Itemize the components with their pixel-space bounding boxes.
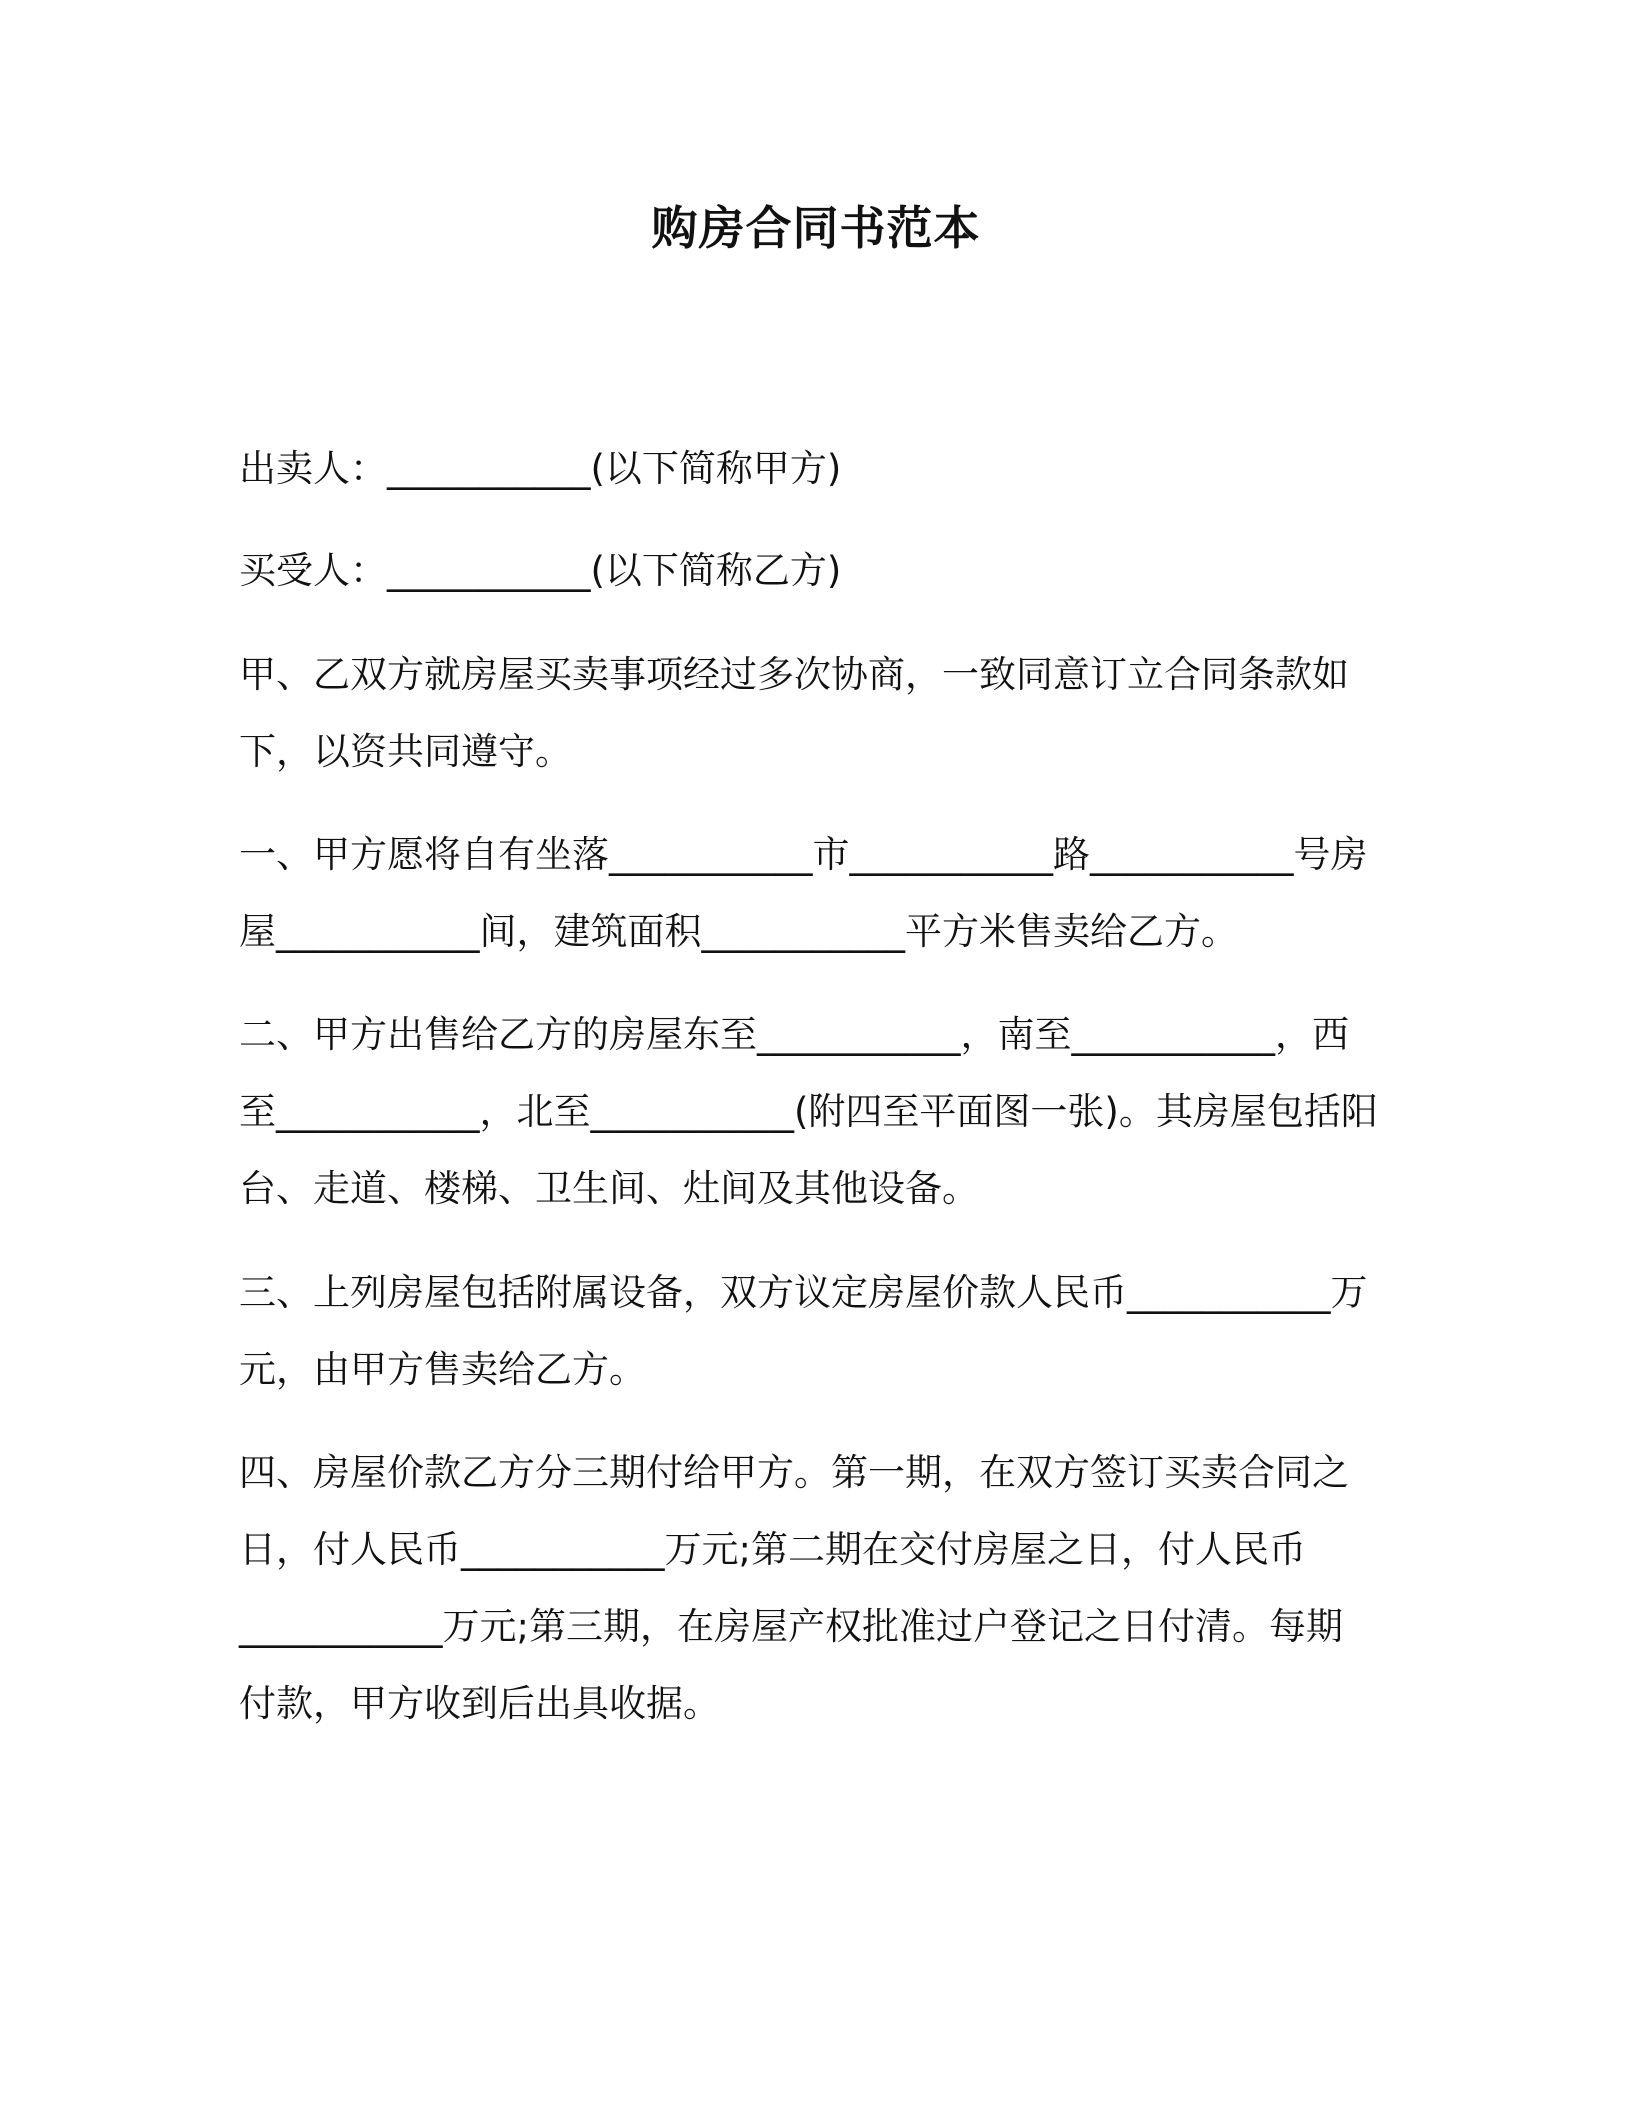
preamble-paragraph: 甲、乙双方就房屋买卖事项经过多次协商，一致同意订立合同条款如下，以资共同遵守。	[239, 653, 1349, 773]
document-title: 购房合同书范本	[651, 201, 981, 255]
seller-line: 出卖人：___________(以下简称甲方)	[239, 447, 842, 490]
clause-3: 三、上列房屋包括附属设备，双方议定房屋价款人民币___________万元，由甲方售卖给乙方。	[239, 1271, 1368, 1391]
clause-4: 四、房屋价款乙方分三期付给甲方。第一期，在双方签订买卖合同之日，付人民币___________万元;第二期在交付房屋之日，付人民币___________万元;第三期，在房屋产权批准过户登记之日付清。每期付款，甲方收到后出具收据。	[239, 1451, 1349, 1725]
buyer-line: 买受人：___________(以下简称乙方)	[239, 549, 842, 592]
clause-1: 一、甲方愿将自有坐落___________市___________路___________号房屋___________间，建筑面积___________平方米售卖给乙方。	[239, 833, 1368, 953]
clause-2: 二、甲方出售给乙方的房屋东至___________，南至___________，西至___________，北至___________(附四至平面图一张)。其房屋包括阳台、走道、楼梯、卫生间、灶间及其他设备。	[239, 1013, 1378, 1210]
